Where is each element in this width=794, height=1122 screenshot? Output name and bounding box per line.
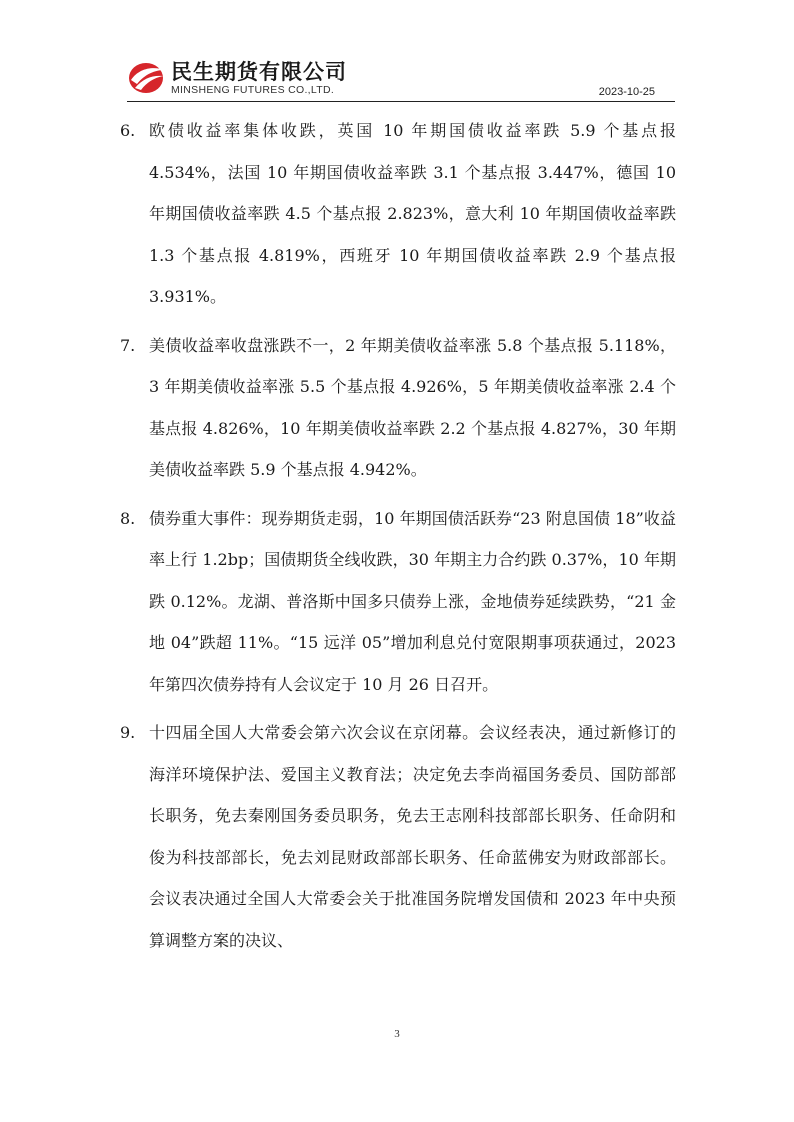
- item-number: 9.: [120, 723, 136, 742]
- item-number: 8.: [120, 508, 136, 528]
- report-date: 2023-10-25: [598, 86, 655, 98]
- list-item: [120, 325, 676, 491]
- item-number: 7.: [120, 335, 136, 355]
- company-name-cn: 民生期货有限公司: [171, 60, 347, 84]
- item-text: 欧债收益率集体收跌，英国 10 年期国债收益率跌 5.9 个基点报 4.534%，法国 10 年期国债收益率跌 3.1 个基点报 3.447%，德国 10 年期国债收益率跌 4.5 个基点报 2.823%，意大利 10 年期国债收益率跌 1.3 个基点报 4.819%，西班牙 10 年期国债收益率跌 2.9 个基点报 3.931%。: [149, 121, 676, 306]
- item-text: 美债收益率收盘涨跌不一，2 年期美债收益率涨 5.8 个基点报 5.118%，3 年期美债收益率涨 5.5 个基点报 4.926%，5 年期美债收益率涨 2.4 个基点报 4.826%，10 年期美债收益率跌 2.2 个基点报 4.827%，30 年期美债收益率跌 5.9 个基点报 4.942%。: [149, 335, 676, 479]
- page-header: [127, 54, 675, 102]
- list-item: [120, 712, 676, 961]
- report-body: [120, 110, 676, 968]
- list-item: [120, 498, 676, 706]
- minsheng-logo-icon: [127, 58, 167, 96]
- item-number: 6.: [120, 121, 136, 140]
- list-item: [120, 110, 676, 318]
- item-text: 债券重大事件：现券期货走弱，10 年期国债活跃券“23 附息国债 18”收益率上行 1.2bp；国债期货全线收跌，30 年期主力合约跌 0.37%，10 年期跌 0.12%。龙湖、普洛斯中国多只债券上涨，金地债券延续跌势，“21 金地 04”跌超 11%。“15 远洋 05”增加利息兑付宽限期事项获通过，2023 年第四次债券持有人会议定于 10 月 26 日召开。: [149, 508, 676, 694]
- page-number: 3: [394, 1028, 400, 1040]
- header-divider: [127, 101, 675, 102]
- item-text: 十四届全国人大常委会第六次会议在京闭幕。会议经表决，通过新修订的海洋环境保护法、爱国主义教育法；决定免去李尚福国务委员、国防部部长职务，免去秦刚国务委员职务，免去王志刚科技部部长职务、任命阴和俊为科技部部长，免去刘昆财政部部长职务、任命蓝佛安为财政部部长。会议表决通过全国人大常委会关于批准国务院增发国债和 2023 年中央预算调整方案的决议、: [149, 723, 676, 950]
- company-name-en: MINSHENG FUTURES CO.,LTD.: [171, 84, 335, 96]
